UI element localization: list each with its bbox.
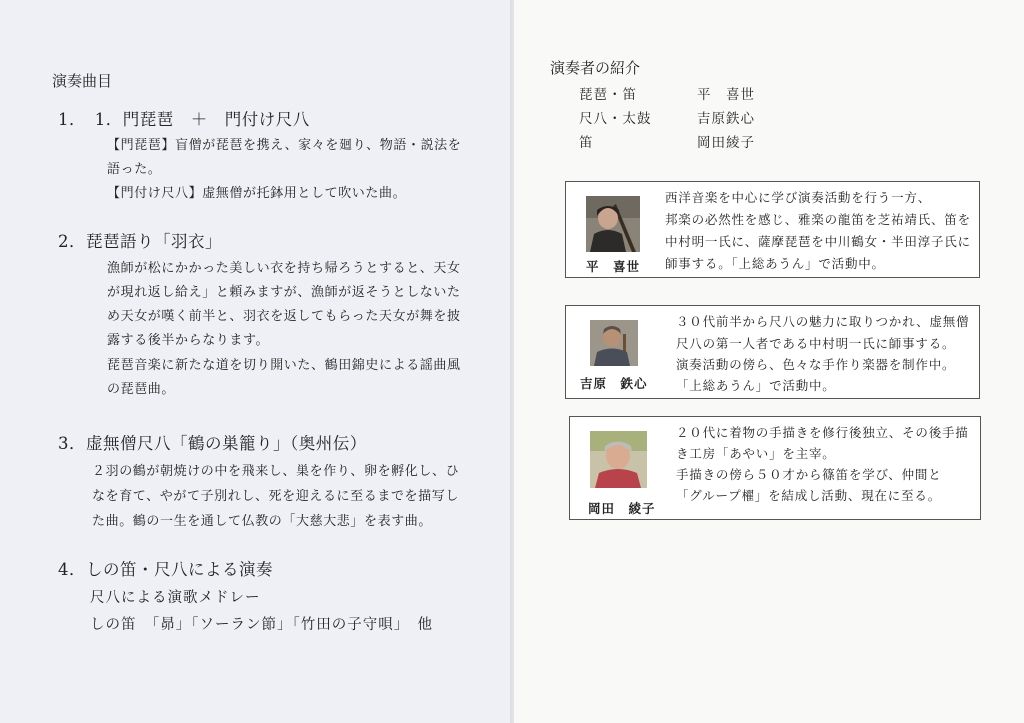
performer-bio-line: き工房「あやい」を主宰。 bbox=[676, 446, 836, 461]
performer-bio-line: 中村明一氏に、薩摩琵琶を中川鶴女・半田淳子氏に bbox=[665, 234, 971, 249]
program-item-3-heading: 3．虚無僧尺八「鶴の巣籠り」（奥州伝） bbox=[58, 434, 367, 453]
roster-name: 岡田綾子 bbox=[697, 135, 755, 151]
performer-bio-line: 西洋音楽を中心に学び演奏活動を行う一方、 bbox=[665, 190, 932, 205]
performer-bio-line: 演奏活動の傍ら、色々な手作り楽器を制作中。 bbox=[676, 357, 956, 372]
program-item-4-heading: 4．しの笛・尺八による演奏 bbox=[58, 560, 273, 579]
program-item-4-line: しの笛 「昴」「ソーラン節」「竹田の子守唄」 他 bbox=[90, 617, 433, 633]
performer-bio-line: 「グループ櫂」を結成し活動、現在に至る。 bbox=[676, 488, 942, 503]
performer-bio-line: 「上総あうん」で活動中。 bbox=[676, 378, 836, 393]
program-item-4-line: 尺八による演歌メドレー bbox=[90, 590, 261, 606]
performer-bio-line: 邦楽の必然性を感じ、雅楽の龍笛を芝祐靖氏、笛を bbox=[665, 212, 971, 227]
program-title: 演奏曲目 bbox=[52, 72, 113, 90]
program-item-2-heading: 2．琵琶語り「羽衣」 bbox=[58, 232, 222, 251]
roster-role: 笛 bbox=[579, 135, 594, 151]
program-item-2-line: め天女が嘆く前半と、羽衣を返してもらった天女が舞を披 bbox=[107, 309, 461, 324]
program-item-3-line: なを育て、やがて子別れし、死を迎えるに至るまでを描写し bbox=[92, 489, 459, 504]
program-item-2-line: 琵琶音楽に新たな道を切り開いた、鶴田錦史による謡曲風 bbox=[107, 358, 461, 373]
performer-card bbox=[565, 305, 980, 399]
performers-title: 演奏者の紹介 bbox=[550, 59, 641, 77]
performer-bio-line: 尺八の第一人者である中村明一氏に師事する。 bbox=[676, 336, 956, 351]
performer-photo bbox=[586, 196, 640, 252]
performer-card bbox=[569, 416, 981, 520]
program-item-1-line: 【門付け尺八】虚無僧が托鉢用として吹いた曲。 bbox=[107, 186, 407, 201]
program-item-3-line: た曲。鶴の一生を通して仏教の「大慈大悲」を表す曲。 bbox=[92, 514, 433, 529]
performer-photo bbox=[590, 431, 647, 488]
performer-caption: 吉原 鉄心 bbox=[580, 376, 648, 391]
roster-role: 琵琶・笛 bbox=[579, 87, 637, 103]
program-item-2-line: が現れ返し給え」と頼みますが、漁師が返そうとしないた bbox=[107, 285, 461, 300]
performer-bio-line: 師事する。「上総あうん」で活動中。 bbox=[665, 256, 885, 271]
program-item-2-line: 漁師が松にかかった美しい衣を持ち帰ろうとすると、天女 bbox=[107, 261, 461, 276]
performer-photo bbox=[590, 320, 638, 366]
program-item-2-line: の琵琶曲。 bbox=[107, 382, 176, 397]
program-item-3-line: ２羽の鶴が朝焼けの中を飛来し、巣を作り、卵を孵化し、ひ bbox=[92, 464, 460, 479]
performer-bio-line: 手描きの傍ら５０才から篠笛を学び、仲間と bbox=[676, 467, 942, 482]
program-item-1-line: 【門琵琶】盲僧が琵琶を携え、家々を廻り、物語・説法を bbox=[107, 138, 462, 153]
program-item-1-line: 語った。 bbox=[107, 162, 162, 177]
portrait-image bbox=[586, 196, 640, 252]
roster-name: 平 喜世 bbox=[697, 87, 755, 103]
performer-bio-line: ３０代前半から尺八の魅力に取りつかれ、虚無僧 bbox=[676, 314, 970, 329]
roster-role: 尺八・太鼓 bbox=[579, 111, 652, 127]
portrait-image bbox=[590, 320, 638, 366]
portrait-image bbox=[590, 431, 647, 488]
program-item-1-heading: 1． 1．門琵琶 ＋ 門付け尺八 bbox=[58, 110, 310, 129]
performers-page bbox=[514, 0, 1024, 723]
program-item-2-line: 露する後半からなります。 bbox=[107, 333, 270, 348]
roster-name: 吉原鉄心 bbox=[697, 111, 755, 127]
performer-caption: 平 喜世 bbox=[586, 259, 641, 274]
performer-card bbox=[565, 181, 980, 278]
performer-bio-line: ２０代に着物の手描きを修行後独立、その後手描 bbox=[676, 425, 969, 440]
performer-caption: 岡田 綾子 bbox=[588, 501, 656, 516]
